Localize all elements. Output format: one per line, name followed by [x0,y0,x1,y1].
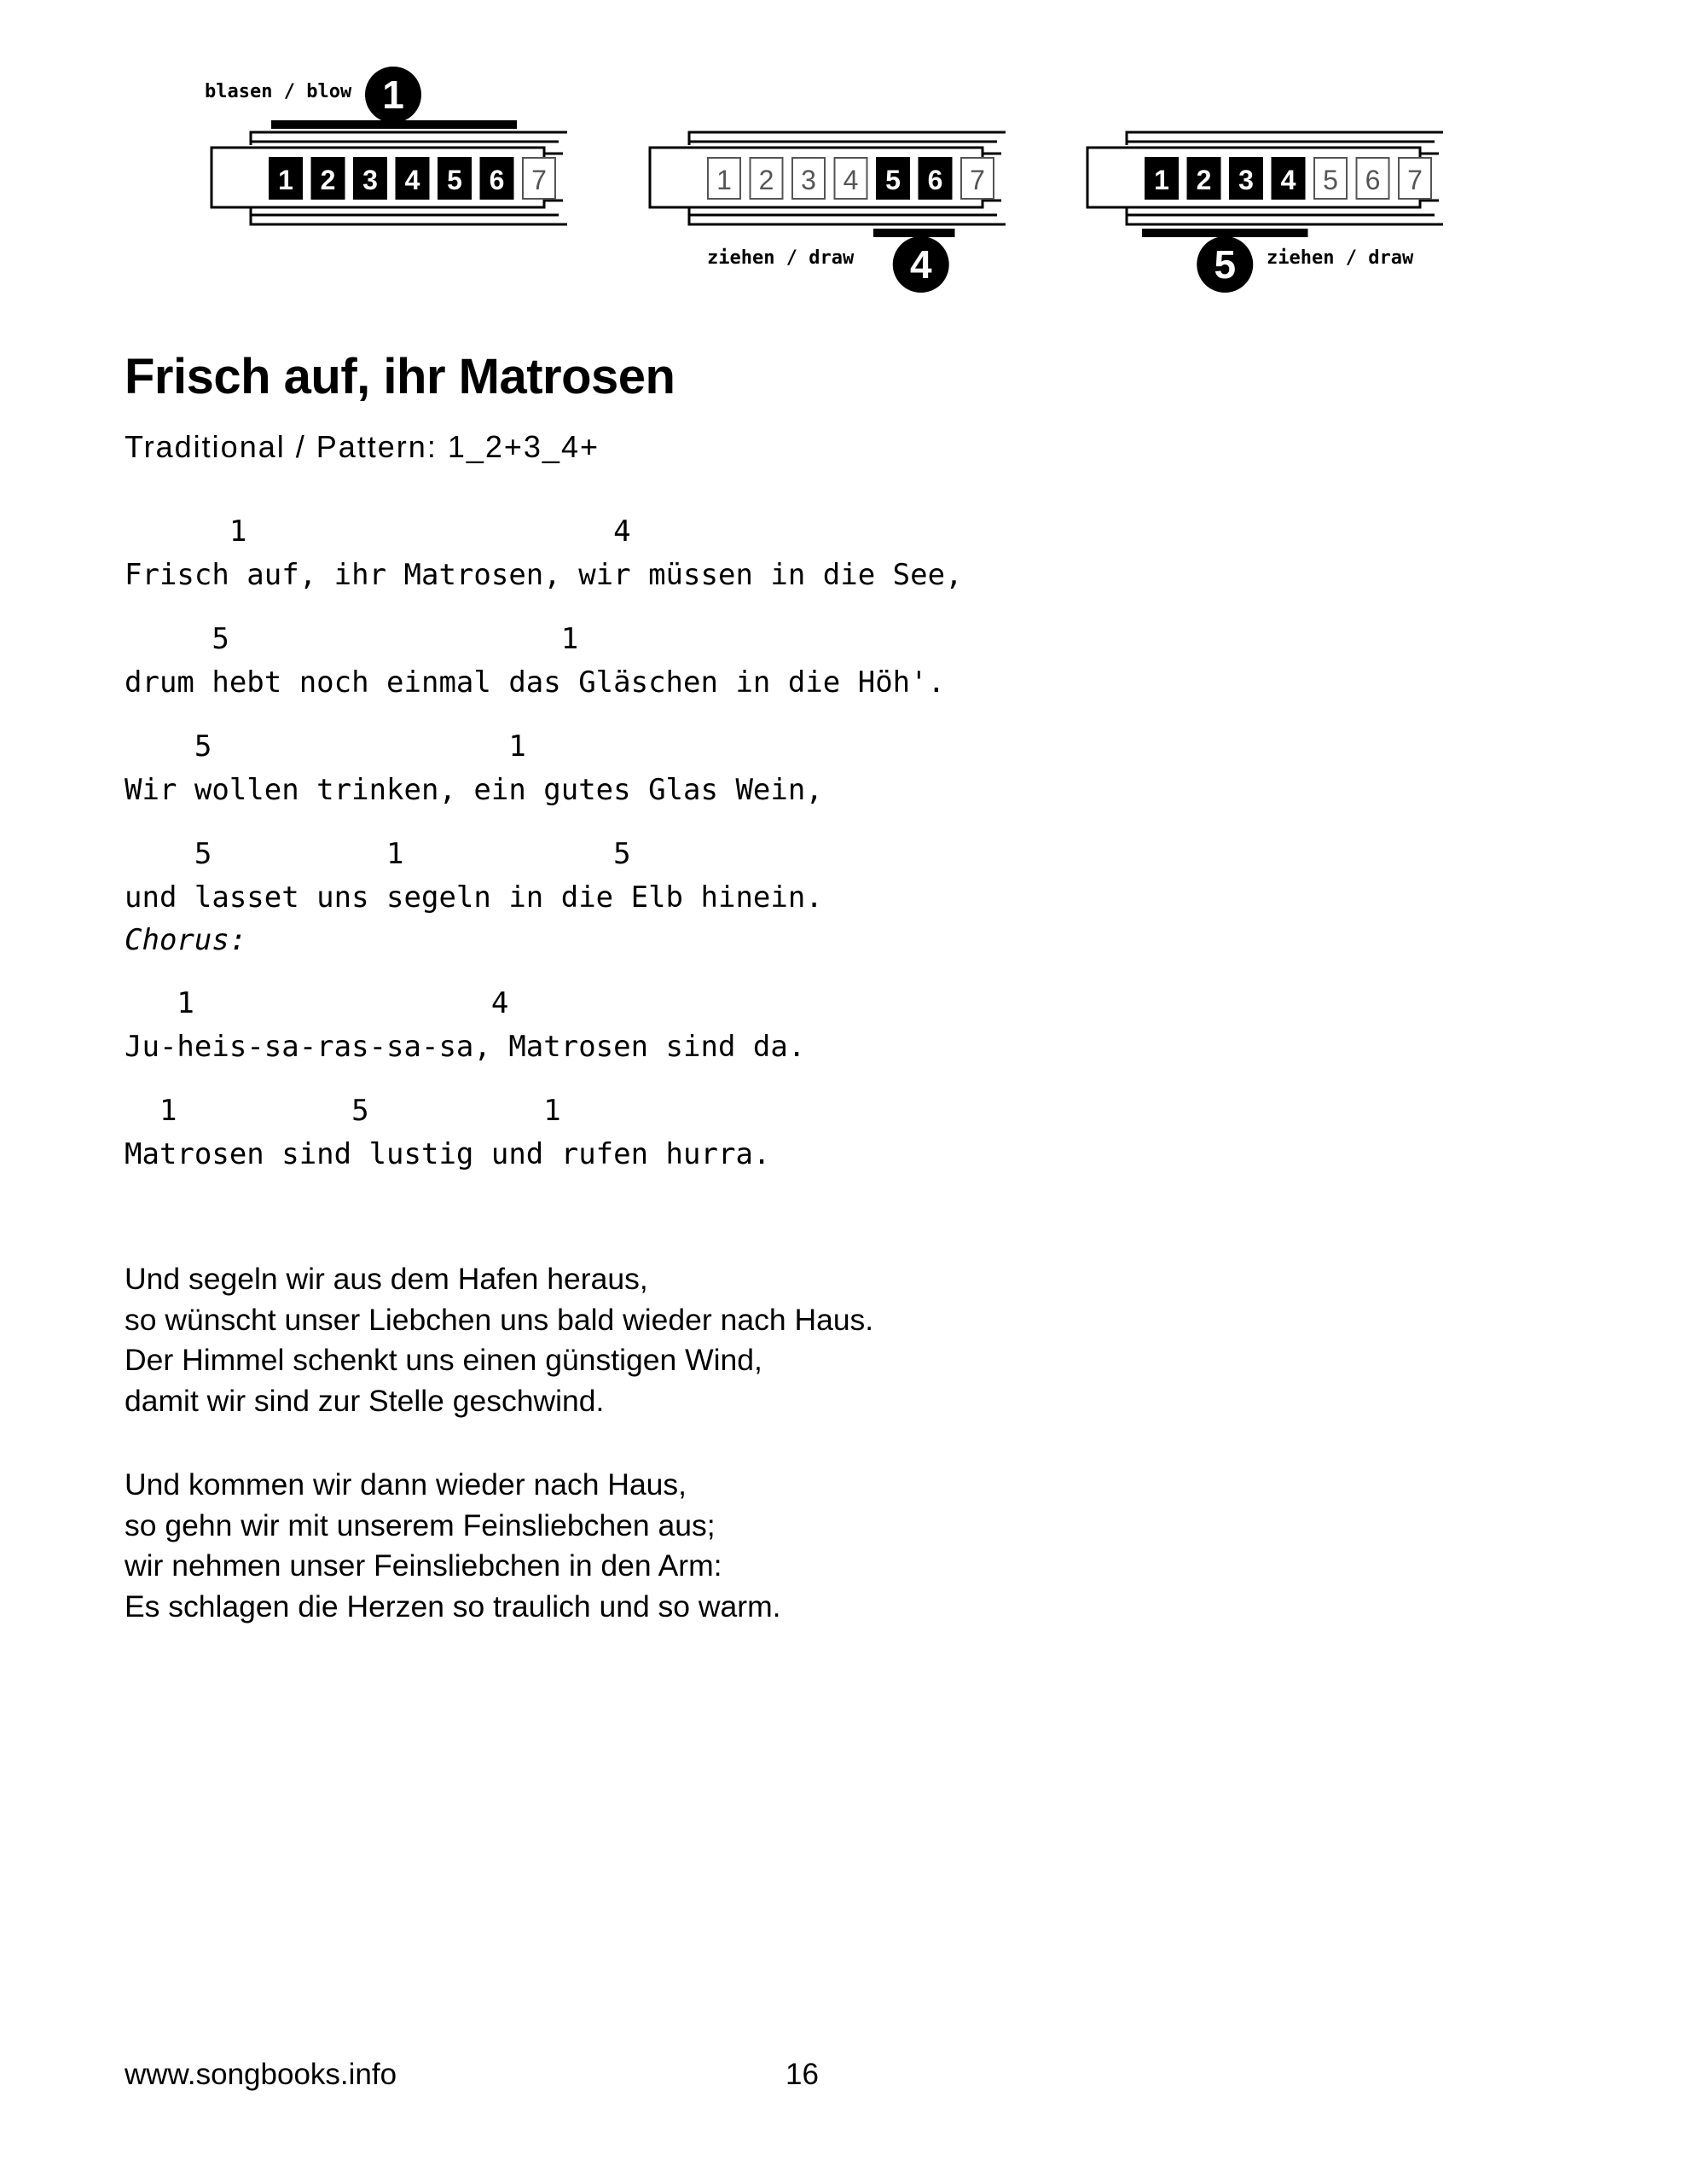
lyric-line: Frisch auf, ihr Matrosen, wir müssen in die See, [125,558,963,592]
chord-line: 1 5 1 [125,1094,561,1128]
footer-website: www.songbooks.info [125,2058,397,2091]
hole-number: 4 [1280,165,1296,195]
hole-number: 7 [531,165,547,195]
hole-number: 1 [1154,165,1169,195]
hole-number: 6 [927,165,943,195]
hole-number: 4 [843,165,859,195]
hole-number: 1 [278,165,293,195]
song-title: Frisch auf, ihr Matrosen [125,349,675,404]
chord-line: 1 4 [125,514,631,549]
badge-number: 5 [1214,242,1237,287]
verse-2 [125,1259,873,1421]
indicator-bar [873,229,955,237]
harmonica-diagram-draw-5 [1081,64,1609,328]
lyric-line: Matrosen sind lustig und rufen hurra. [125,1137,771,1171]
cover-plate-top [1127,132,1443,145]
hole-number: 5 [1323,165,1338,195]
chorus-label: Chorus: [125,923,247,957]
verse-3 [125,1465,781,1627]
hole-number: 4 [404,165,420,195]
lyric-line: drum hebt noch einmal das Gläschen in die Höh'. [125,665,946,700]
hole-number: 3 [362,165,378,195]
verse-line: so gehn wir mit unserem Feinsliebchen aus; [125,1507,716,1542]
hole-number: 2 [758,165,774,195]
verse-line: Der Himmel schenkt uns einen günstigen Wind, [125,1343,762,1377]
lyric-line: und lasset uns segeln in die Elb hinein. [125,880,823,915]
hole-number: 2 [320,165,336,195]
draw-label: ziehen / draw [1267,247,1414,269]
lyric-line: Ju-heis-sa-ras-sa-sa, Matrosen sind da. [125,1030,806,1064]
draw-label: ziehen / draw [707,247,855,269]
indicator-bar [1142,229,1308,237]
song-subtitle: Traditional / Pattern: 1_2+3_4+ [125,429,600,464]
badge-number: 1 [382,73,404,117]
lyric-line: Wir wollen trinken, ein gutes Glas Wein, [125,773,823,807]
chord-line: 5 1 [125,729,526,764]
verse-line: Und segeln wir aus dem Hafen heraus, [125,1262,648,1296]
verse-line: damit wir sind zur Stelle geschwind. [125,1383,605,1418]
chord-line: 5 1 [125,622,579,656]
hole-number: 6 [489,165,505,195]
cover-plate-top [689,132,1006,145]
chord-line: 1 4 [125,986,509,1020]
hole-number: 7 [970,165,985,195]
badge-number: 4 [909,242,932,287]
verse-line: Und kommen wir dann wieder nach Haus, [125,1467,687,1502]
chord-line: 5 1 5 [125,837,631,871]
blow-label: blasen / blow [205,81,352,102]
hole-number: 3 [1238,165,1254,195]
harmonica-svg [1081,64,1609,328]
cover-plate-top [251,132,567,145]
hole-number: 1 [716,165,732,195]
hole-number: 5 [885,165,901,195]
hole-number: 6 [1365,165,1381,195]
hole-number: 3 [801,165,816,195]
verse-line: Es schlagen die Herzen so traulich und so warm. [125,1589,781,1623]
hole-number: 5 [447,165,462,195]
verse-line: wir nehmen unser Feinsliebchen in den Arm: [125,1548,722,1583]
verse-line: so wünscht unser Liebchen uns bald wieder nach Haus. [125,1302,874,1337]
hole-number: 2 [1196,165,1212,195]
page-number: 16 [786,2058,819,2091]
hole-number: 7 [1407,165,1423,195]
